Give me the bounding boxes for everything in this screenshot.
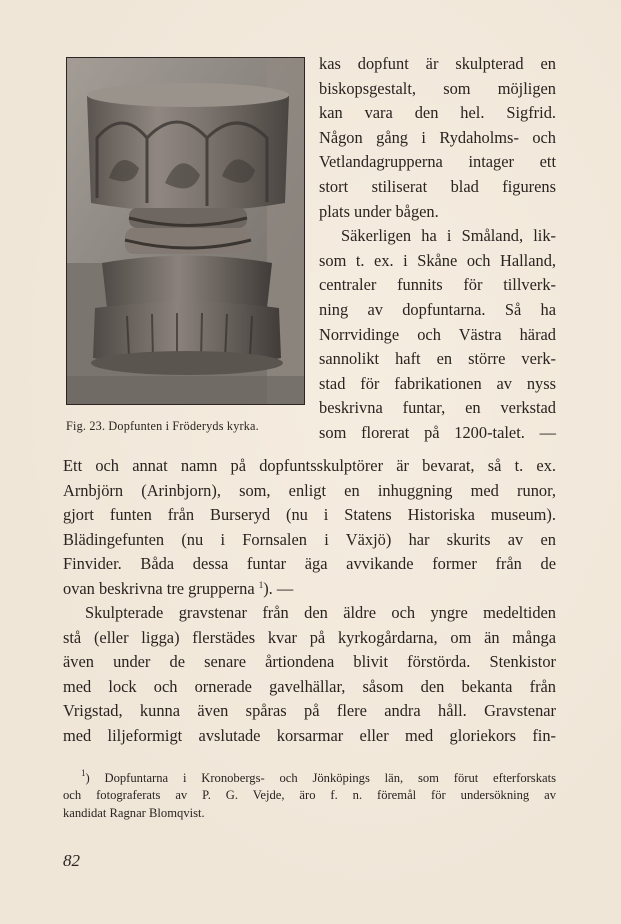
baptismal-font-illustration [67, 58, 304, 404]
text-line: även under de senare årtiondena blivit förstörda. Stenkistor [63, 652, 556, 671]
text-line: Säkerligen ha i Småland, lik- [341, 226, 556, 246]
text-line: gjort funten från Burseryd (nu i Statens Historiska museum). [63, 505, 556, 524]
footnote [63, 770, 556, 822]
text-line: stå (eller ligga) flerstädes kvar på kyrkogårdarna, om än många [63, 627, 556, 647]
footnote-reference: 1 [258, 579, 264, 590]
text-line: Arnbjörn (Arinbjorn), som, enligt en inhuggning med runor, [63, 480, 556, 500]
text-line: kas dopfunt är skulpterad en [319, 54, 556, 73]
text-line: stort stiliserat blad figurens [319, 176, 556, 196]
text-line: kan vara den hel. Sigfrid. [319, 103, 556, 123]
text-line: Skulpterade gravstenar från den äldre och yngre medeltiden [85, 603, 556, 622]
text-fragment: ). — [263, 578, 294, 598]
text-line: Vetlandagrupperna intager ett [319, 152, 556, 172]
text-line: som florerat på 1200-talet. — [319, 422, 556, 442]
text-line: plats under bågen. [319, 201, 439, 221]
text-line: sannolikt haft en större verk- [319, 349, 556, 369]
right-column-text [319, 52, 556, 446]
text-line: Blädingefunten (nu i Fornsalen i Växjö) har skurits av en [63, 529, 556, 549]
text-fragment: ovan beskrivna tre grupperna [63, 578, 255, 598]
footnote-line: kandidat Ragnar Blomqvist. [63, 805, 205, 820]
text-line: Finvider. Båda dessa funtar äga avvikande former från de [63, 554, 556, 573]
text-line: ning av dopfuntarna. Så ha [319, 299, 556, 319]
text-line: Vrigstad, kunna även spåras på flere andra håll. Gravstenar [63, 701, 556, 720]
text-line-with-footnote [63, 577, 556, 602]
text-fragment: ) Dopfuntarna i Kronobergs- och Jönköpings län, som förut efterforskats [85, 771, 556, 785]
text-line: stad för fabrikationen av nyss [319, 373, 556, 393]
text-line: med liljeformigt avslutade korsarmar eller med gloriekors fin- [63, 725, 556, 745]
baptismal-font-photo [66, 57, 305, 405]
text-line: centraler funnits för tillverk- [319, 275, 556, 295]
page-number: 82 [63, 851, 80, 870]
footnote-marker: 1 [81, 768, 86, 778]
full-width-text [63, 454, 556, 748]
text-line: som t. ex. i Skåne och Halland, [319, 250, 556, 270]
text-line: beskrivna funtar, en verkstad [319, 398, 556, 418]
text-line: biskopsgestalt, som möjligen [319, 78, 556, 98]
text-line: med lock och ornerade gavelhällar, såsom den bekanta från [63, 676, 556, 696]
text-line: Någon gång i Rydaholms- och [319, 127, 556, 147]
footnote-line [63, 770, 556, 787]
footnote-line: och fotograferats av P. G. Vejde, äro f. n. föremål för undersökning av [63, 788, 556, 803]
figure-caption: Fig. 23. Dopfunten i Fröderyds kyrka. [66, 419, 259, 433]
text-line: Ett och annat namn på dopfuntsskulptörer är bevarat, så t. ex. [63, 456, 556, 475]
text-line: Norrvidinge och Västra härad [319, 324, 556, 344]
